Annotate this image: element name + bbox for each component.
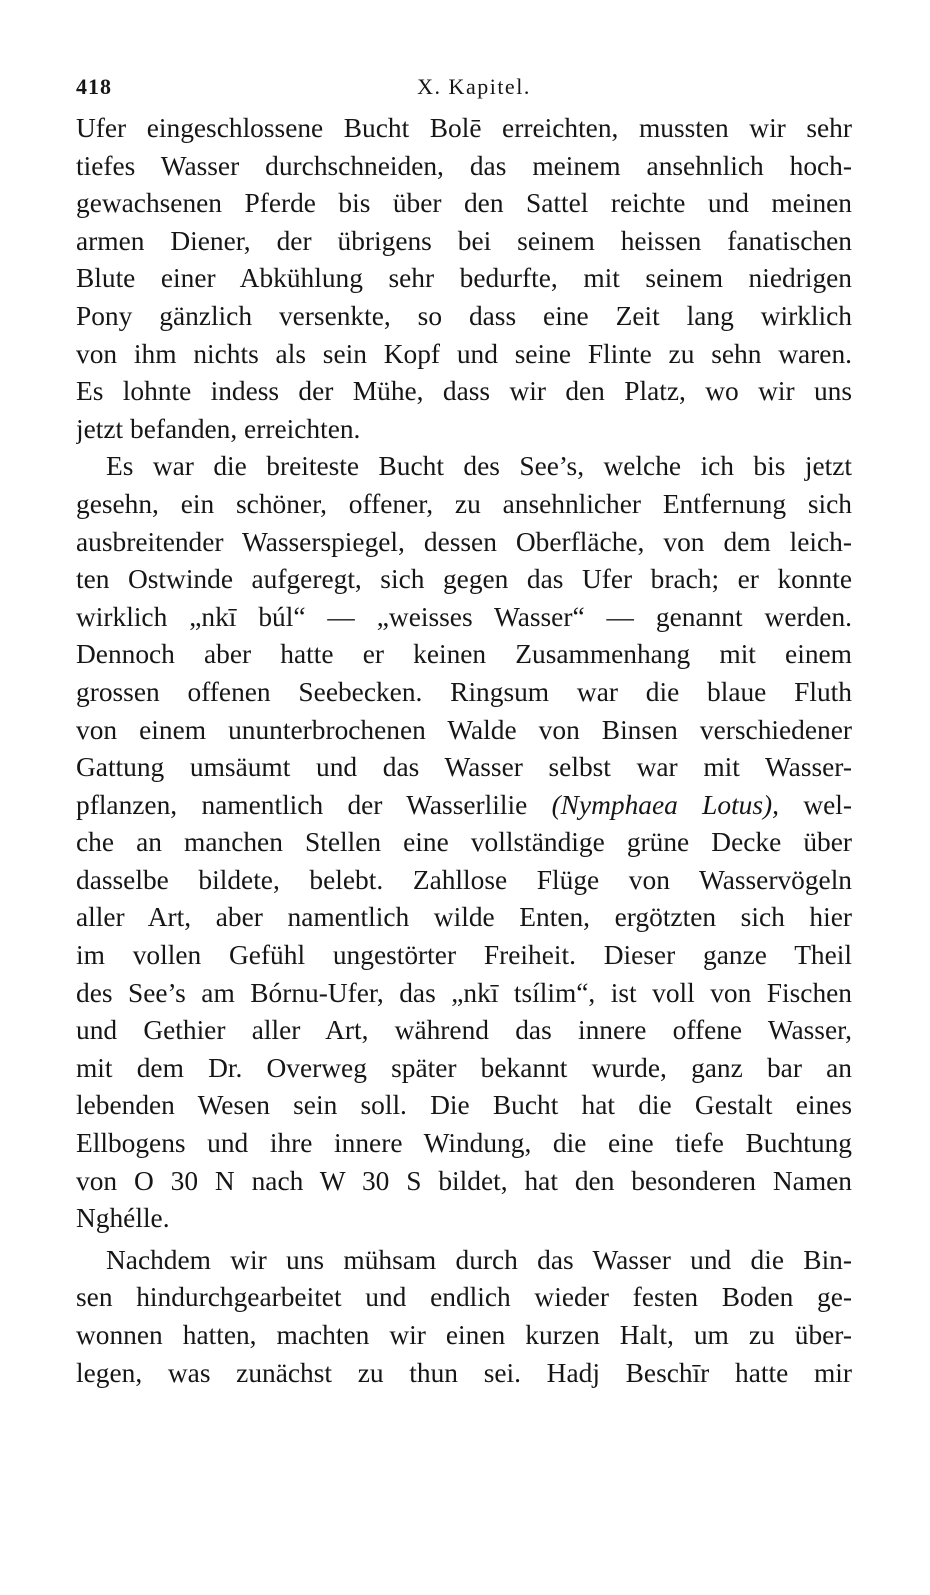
- text-line: von ihm nichts als sein Kopf und seine Flinte zu sehn waren.: [76, 338, 852, 369]
- page-header: [76, 70, 852, 104]
- text-line: che an manchen Stellen eine vollständige grüne Decke über: [76, 827, 852, 858]
- text-line: aller Art, aber namentlich wilde Enten, ergötzten sich hier: [76, 902, 852, 933]
- text-line: Es war die breiteste Bucht des See’s, welche ich bis jetzt: [106, 451, 852, 482]
- text-line: Nachdem wir uns mühsam durch das Wasser und die Bin-: [106, 1244, 852, 1275]
- text-line: Blute einer Abkühlung sehr bedurfte, mit seinem niedrigen: [76, 263, 852, 294]
- text-line: und Gethier aller Art, während das innere offene Wasser,: [76, 1015, 852, 1046]
- text-line: jetzt befanden, erreichten.: [76, 413, 361, 444]
- text-line: Ellbogens und ihre innere Windung, die eine tiefe Buchtung: [76, 1128, 852, 1159]
- text-line-with-italic: [76, 787, 852, 825]
- text-line: legen, was zunächst zu thun sei. Hadj Beschīr hatte mir: [76, 1357, 852, 1388]
- paragraph-2: [76, 448, 852, 1237]
- text-line: Dennoch aber hatte er keinen Zusammenhang mit einem: [76, 639, 852, 670]
- text-line: grossen offenen Seebecken. Ringsum war die blaue Fluth: [76, 676, 852, 707]
- text-line: sen hindurchgearbeitet und endlich wieder festen Boden ge-: [76, 1282, 852, 1313]
- text-line: wonnen hatten, machten wir einen kurzen Halt, um zu über-: [76, 1320, 852, 1350]
- text-line: ausbreitender Wasserspiegel, dessen Oberfläche, von dem leich-: [76, 526, 852, 557]
- text-line: mit dem Dr. Overweg später bekannt wurde, ganz bar an: [76, 1052, 852, 1083]
- body-text: [76, 110, 852, 1392]
- running-title: X. Kapitel.: [417, 74, 531, 99]
- paragraph-3: [76, 1242, 852, 1392]
- text-line: Gattung umsäumt und das Wasser selbst war mit Wasser-: [76, 752, 852, 783]
- text-line: von einem ununterbrochenen Walde von Binsen verschiedener: [76, 714, 852, 745]
- text-line: armen Diener, der übrigens bei seinem heissen fanatischen: [76, 225, 852, 256]
- text-line: wirklich „nkī búl“ — „weisses Wasser“ — genannt werden.: [76, 601, 852, 632]
- text-line: Ufer eingeschlossene Bucht Bolē erreichten, mussten wir sehr: [76, 113, 852, 143]
- text-line: Nghélle.: [76, 1203, 170, 1234]
- text-line: Es lohnte indess der Mühe, dass wir den Platz, wo wir uns: [76, 376, 852, 407]
- species-name: (Nymphaea Lotus),: [551, 789, 779, 820]
- text-line: dasselbe bildete, belebt. Zahllose Flüge von Wasservögeln: [76, 864, 852, 895]
- text-line: gesehn, ein schöner, offener, zu ansehnlicher Entfernung sich: [76, 488, 852, 519]
- text-line: gewachsenen Pferde bis über den Sattel reichte und meinen: [76, 188, 852, 219]
- text-line: im vollen Gefühl ungestörter Freiheit. Dieser ganze Theil: [76, 940, 852, 971]
- text-segment: pflanzen, namentlich der Wasserlilie: [76, 789, 528, 820]
- text-line: ten Ostwinde aufgeregt, sich gegen das Ufer brach; er konnte: [76, 564, 852, 595]
- text-line: des See’s am Bórnu-Ufer, das „nkī tsílim“, ist voll von Fischen: [76, 977, 852, 1008]
- text-line: Pony gänzlich versenkte, so dass eine Zeit lang wirklich: [76, 300, 852, 331]
- paragraph-1: [76, 110, 852, 448]
- text-line: lebenden Wesen sein soll. Die Bucht hat die Gestalt eines: [76, 1090, 852, 1121]
- page-number: 418: [76, 74, 112, 99]
- text-line: von O 30 N nach W 30 S bildet, hat den besonderen Namen: [76, 1165, 852, 1196]
- text-line: tiefes Wasser durchschneiden, das meinem ansehnlich hoch-: [76, 150, 852, 181]
- text-segment: wel-: [803, 789, 852, 820]
